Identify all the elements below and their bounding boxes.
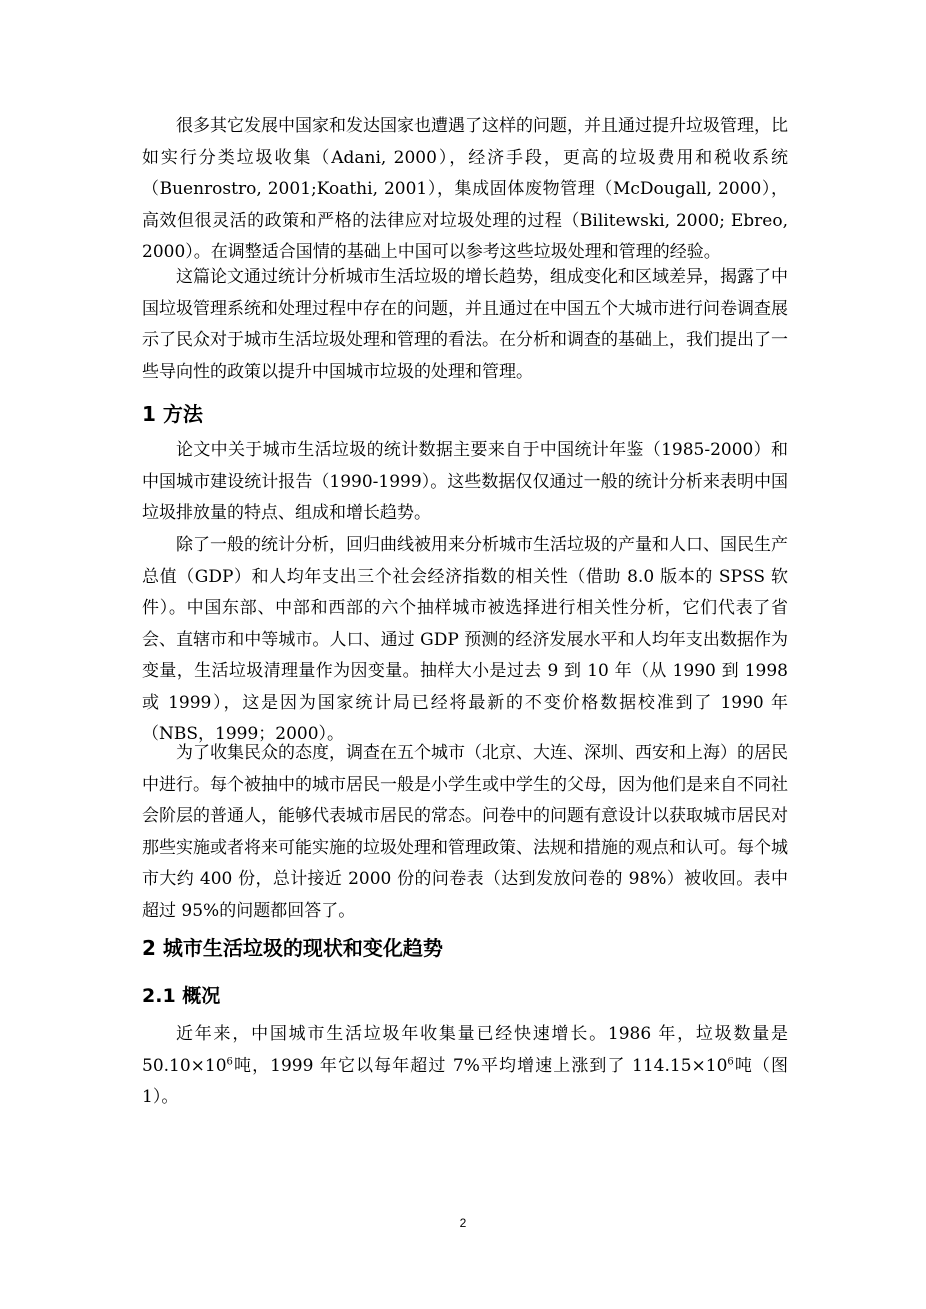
exponent-2: 6 [727, 1055, 734, 1067]
heading-overview: 2.1 概况 [142, 985, 221, 1007]
growth-text-1: 近年来，中国城市生活垃圾年收集量已经快速增长。1986 年，垃圾数量是 50.10×10 [142, 1024, 788, 1076]
page-number: 2 [459, 1216, 467, 1230]
growth-text-3: 吨（图 1）。 [142, 1055, 788, 1107]
exponent-1: 6 [226, 1055, 233, 1067]
growth-text-2: 吨，1999 年它以每年超过 7%平均增速上涨到了 114.15×10 [232, 1055, 728, 1076]
paragraph-data-sources: 论文中关于城市生活垃圾的统计数据主要来自于中国统计年鉴（1985-2000）和中国城市建设统计报告（1990-1999）。这些数据仅仅通过一般的统计分析来表明中国垃圾排放量的特点、组成和增长趋势。 [142, 440, 788, 523]
paragraph-regression-analysis: 除了一般的统计分析，回归曲线被用来分析城市生活垃圾的产量和人口、国民生产总值（GDP）和人均年支出三个社会经济指数的相关性（借助 8.0 版本的 SPSS 软件）。中国东部、中部和西部的六个抽样城市被选择进行相关性分析，它们代表了省会、直辖市和中等城市。人口、通过 GDP 预测的经济发展水平和人均年支出数据作为变量，生活垃圾清理量作为因变量。抽样大小是过去 9 到 10 年（从 1990 到 1998 或 1999），这是因为国家统计局已经将最新的不变价格数据校准到了 1990 年（NBS，1999；2000）。 [142, 535, 788, 744]
heading-methods: 1 方法 [142, 402, 203, 426]
heading-status-trends: 2 城市生活垃圾的现状和变化趋势 [142, 936, 443, 960]
paragraph-paper-overview: 这篇论文通过统计分析城市生活垃圾的增长趋势，组成变化和区域差异，揭露了中国垃圾管理系统和处理过程中存在的问题，并且通过在中国五个大城市进行问卷调查展示了民众对于城市生活垃圾处理和管理的看法。在分析和调查的基础上，我们提出了一些导向性的政策以提升中国城市垃圾的处理和管理。 [142, 267, 788, 382]
paragraph-intro-other-countries: 很多其它发展中国家和发达国家也遭遇了这样的问题，并且通过提升垃圾管理，比如实行分类垃圾收集（Adani, 2000），经济手段，更高的垃圾费用和税收系统（Buenrostro, 2001;Koathi, 2001），集成固体废物管理（McDougall, 2000），高效但很灵活的政策和严格的法律应对垃圾处理的过程（Bilitewski, 2000; Ebreo, 2000）。在调整适合国情的基础上中国可以参考这些垃圾处理和管理的经验。 [142, 116, 788, 262]
paragraph-growth [142, 1019, 788, 1114]
paragraph-survey: 为了收集民众的态度，调查在五个城市（北京、大连、深圳、西安和上海）的居民中进行。每个被抽中的城市居民一般是小学生或中学生的父母，因为他们是来自不同社会阶层的普通人，能够代表城市居民的常态。问卷中的问题有意设计以获取城市居民对那些实施或者将来可能实施的垃圾处理和管理政策、法规和措施的观点和认可。每个城市大约 400 份，总计接近 2000 份的问卷表（达到发放问卷的 98%）被收回。表中超过 95%的问题都回答了。 [142, 743, 788, 921]
